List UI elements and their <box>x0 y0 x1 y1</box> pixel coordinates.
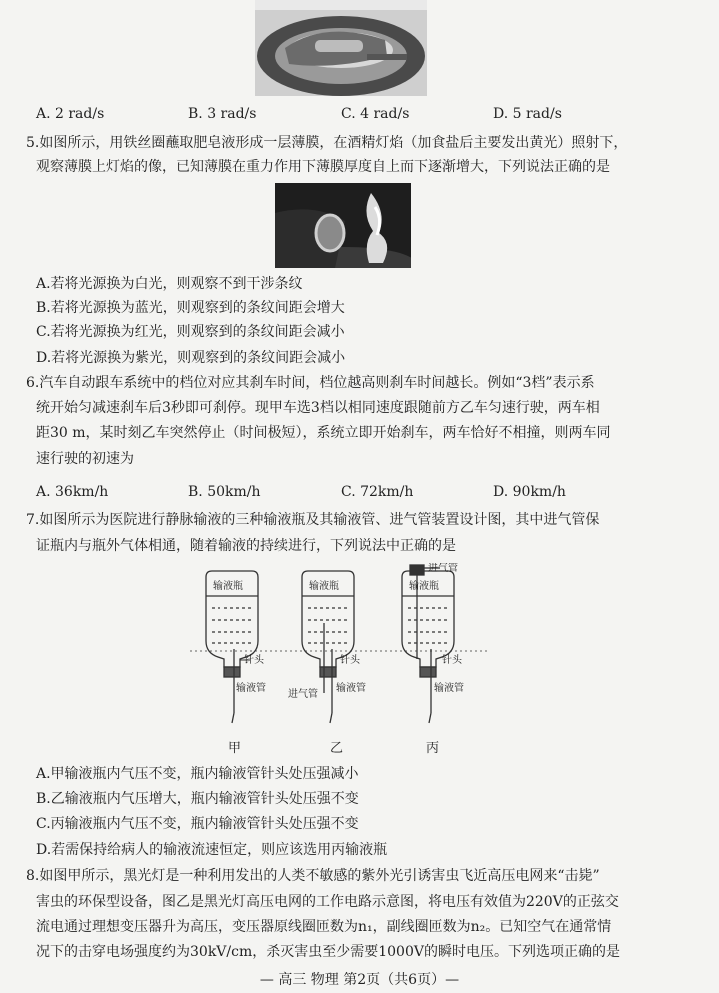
q4-option-b: B. 3 rad/s <box>188 106 257 122</box>
q6-option-d: D. 90km/h <box>493 484 566 500</box>
figure-name-jia: 甲 <box>228 741 242 756</box>
q7-option-b: B.乙输液瓶内气压增大，瓶内输液管针头处压强不变 <box>36 791 359 807</box>
q6-stem-line-4: 速行驶的初速为 <box>36 451 134 467</box>
q7-option-c: C.丙输液瓶内气压不变，瓶内输液管针头处压强不变 <box>36 816 359 832</box>
yi-air-tube-label: 进气管 <box>288 689 318 700</box>
q7-iv-bottles-figure <box>190 563 510 759</box>
q8-stem-line-4: 况下的击穿电场强度约为30kV/cm，杀灭害虫至少需要1000V的瞬时电压。下列选项正确的是 <box>36 944 620 960</box>
figure-name-bing: 丙 <box>426 741 440 756</box>
bing-bottle-label: 输液瓶 <box>409 581 439 592</box>
q5-option-b: B.若将光源换为蓝光，则观察到的条纹间距会增大 <box>36 300 345 316</box>
q6-option-a: A. 36km/h <box>36 484 109 500</box>
bottle-jia <box>206 571 258 723</box>
q5-option-d: D.若将光源换为紫光，则观察到的条纹间距会减小 <box>36 350 346 366</box>
q4-photo <box>255 0 427 96</box>
q5-option-c: C.若将光源换为红光，则观察到的条纹间距会减小 <box>36 324 345 340</box>
q4-option-c: C. 4 rad/s <box>341 106 410 122</box>
jia-bottle-label: 输液瓶 <box>213 581 243 592</box>
figure-name-yi: 乙 <box>330 741 344 756</box>
jia-tube-label: 输液管 <box>236 683 266 694</box>
q4-option-a: A. 2 rad/s <box>36 106 105 122</box>
q5-stem-line-1: 5.如图所示，用铁丝圈蘸取肥皂液形成一层薄膜，在酒精灯焰（加食盐后主要发出黄光）照射下， <box>26 135 628 151</box>
q8-stem-line-3: 流电通过理想变压器升为高压，变压器原线圈匝数为n₁，副线圈匝数为n₂。已知空气在通常情 <box>36 919 612 935</box>
yi-needle-label: 针头 <box>340 655 360 666</box>
yi-tube-label: 输液管 <box>336 683 366 694</box>
q8-stem-line-2: 害虫的环保型设备，图乙是黑光灯高压电网的工作电路示意图，将电压有效值为220V的正弦交 <box>36 894 619 910</box>
q6-option-c: C. 72km/h <box>341 484 414 500</box>
q5-soap-film-photo <box>275 183 411 268</box>
q7-option-a: A.甲输液瓶内气压不变，瓶内输液管针头处压强减小 <box>36 766 359 782</box>
q7-stem-line-1: 7.如图所示为医院进行静脉输液的三种输液瓶及其输液管、进气管装置设计图，其中进气管保 <box>26 512 600 528</box>
q6-stem-line-1: 6.汽车自动跟车系统中的档位对应其刹车时间，档位越高则刹车时间越长。例如“3档”表示系 <box>26 375 595 391</box>
q7-option-d: D.若需保持给病人的输液流速恒定，则应该选用丙输液瓶 <box>36 842 388 858</box>
q4-option-d: D. 5 rad/s <box>493 106 562 122</box>
q5-stem-line-2: 观察薄膜上灯焰的像，已知薄膜在重力作用下薄膜厚度自上而下逐渐增大，下列说法正确的是 <box>36 159 610 175</box>
page-footer: — 高三 物理 第2页（共6页）— <box>259 972 460 988</box>
bing-needle-label: 针头 <box>442 655 462 666</box>
q6-option-b: B. 50km/h <box>188 484 261 500</box>
yi-bottle-label: 输液瓶 <box>309 581 339 592</box>
q6-stem-line-3: 距30 m，某时刻乙车突然停止（时间极短），系统立即开始刹车，两车恰好不相撞，则两车同 <box>36 425 611 441</box>
bing-tube-label: 输液管 <box>434 683 464 694</box>
q6-stem-line-2: 统开始匀减速刹车后3秒即可刹停。现甲车选3档以相同速度跟随前方乙车匀速行驶，两车相 <box>36 400 600 416</box>
q7-stem-line-2: 证瓶内与瓶外气体相通，随着输液的持续进行，下列说法中正确的是 <box>36 538 456 554</box>
bing-air-tube-label: 进气管 <box>428 563 458 574</box>
bottle-yi <box>302 571 354 723</box>
q8-stem-line-1: 8.如图甲所示，黑光灯是一种利用发出的人类不敏感的紫外光引诱害虫飞近高压电网来“击毙” <box>26 868 600 884</box>
q5-option-a: A.若将光源换为白光，则观察不到干涉条纹 <box>36 276 303 292</box>
jia-needle-label: 针头 <box>244 655 264 666</box>
